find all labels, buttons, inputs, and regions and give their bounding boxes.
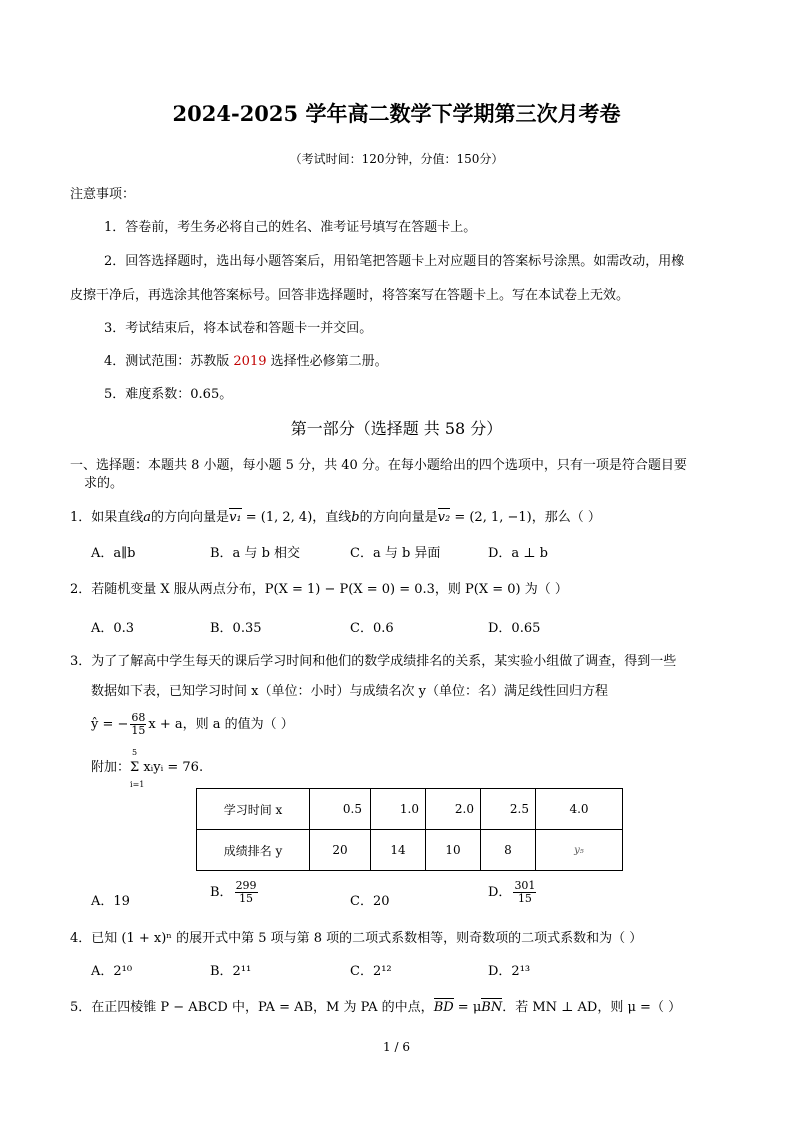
- notice-item-2: 2．回答选择题时，选出每小题答案后，用铅笔把答题卡上对应题目的答案标号涂黑。如需改动，用橡: [104, 254, 685, 269]
- q3-option-b: B． $\frac{299}{15}$: [210, 879, 257, 905]
- q1-option-b: B．a 与 b 相交: [210, 546, 301, 561]
- part1-intro: 一、选择题：本题共 8 小题，每小题 5 分，共 40 分。在每小题给出的四个选项中，只有一项是符合题目要: [70, 458, 687, 473]
- page-number: 1 / 6: [383, 1040, 410, 1054]
- q4-option-a: A．2¹⁰: [91, 964, 133, 979]
- question-2: 2．若随机变量 X 服从两点分布，P(X = 1) − P(X = 0) = 0.3，则 P(X = 0) 为（ ）: [70, 582, 568, 597]
- q2-option-c: C．0.6: [350, 621, 394, 636]
- table-row: 成绩排名 y 20 14 10 8 y₅: [197, 830, 623, 871]
- q3-option-c: C．20: [350, 894, 390, 909]
- exam-info: （考试时间：120分钟，分值：150分）: [289, 152, 504, 166]
- q4-option-c: C．2¹²: [350, 964, 392, 979]
- question-3: 3．为了了解高中学生每天的课后学习时间和他们的数学成绩排名的关系，某实验小组做了调查，得到一些: [70, 654, 677, 669]
- notice-item-4: 4．测试范围：苏教版 2019 选择性必修第二册。: [104, 354, 388, 369]
- q2-option-d: D．0.65: [488, 621, 541, 636]
- notice-item-1: 1．答卷前，考生务必将自己的姓名、准考证号填写在答题卡上。: [104, 220, 477, 235]
- q4-option-b: B．2¹¹: [210, 964, 252, 979]
- notice-heading: 注意事项：: [70, 187, 136, 202]
- q1-option-c: C．a 与 b 异面: [350, 546, 441, 561]
- notice-item-2-cont: 皮擦干净后，再选涂其他答案标号。回答非选择题时，将答案写在答题卡上。写在本试卷上无效。: [70, 288, 630, 303]
- regression-equation: ŷ = − $\frac{68}{15}$ x + a，则 a 的值为（ ）: [91, 711, 294, 737]
- section-title: 第一部分（选择题 共 58 分）: [290, 419, 503, 438]
- appendix-formula: 附加： 5 Σ xᵢyᵢ = 76 i=1 .: [91, 748, 204, 789]
- q2-option-a: A．0.3: [91, 621, 135, 636]
- q3-option-d: D． $\frac{301}{15}$: [488, 879, 536, 905]
- data-table: [196, 788, 623, 871]
- q2-option-b: B．0.35: [210, 621, 262, 636]
- question-4: 4．已知 (1 + x)ⁿ 的展开式中第 5 项与第 8 项的二项式系数相等，则奇数项的二项式系数和为（ ）: [70, 931, 643, 946]
- table-row: 学习时间 x 0.5 1.0 2.0 2.5 4.0: [197, 789, 623, 830]
- q1-option-a: A．a∥b: [91, 546, 136, 561]
- fraction-68-15: $\frac{68}{15}$: [131, 711, 146, 737]
- page-title: 2024-2025 学年高二数学下学期第三次月考卷: [172, 101, 621, 126]
- question-1: 1．如果直线a的方向向量是v₁ = (1, 2, 4)，直线b的方向向量是v₂ = (2, 1, −1)，那么（ ）: [70, 510, 601, 525]
- part1-intro-cont: 求的。: [84, 476, 124, 491]
- notice-item-3: 3．考试结束后，将本试卷和答题卡一并交回。: [104, 321, 373, 336]
- notice-item-5: 5．难度系数：0.65。: [104, 387, 233, 402]
- question-3-cont: 数据如下表，已知学习时间 x（单位：小时）与成绩名次 y（单位：名）满足线性回归方程: [91, 684, 608, 699]
- q3-option-a: A．19: [91, 894, 130, 909]
- question-5: 5．在正四棱锥 P − ABCD 中，PA = AB，M 为 PA 的中点，BD = μBN．若 MN ⊥ AD，则 μ =（ ）: [70, 1000, 682, 1015]
- q4-option-d: D．2¹³: [488, 964, 531, 979]
- red-year: 2019: [233, 354, 267, 369]
- q1-option-d: D．a ⊥ b: [488, 546, 548, 561]
